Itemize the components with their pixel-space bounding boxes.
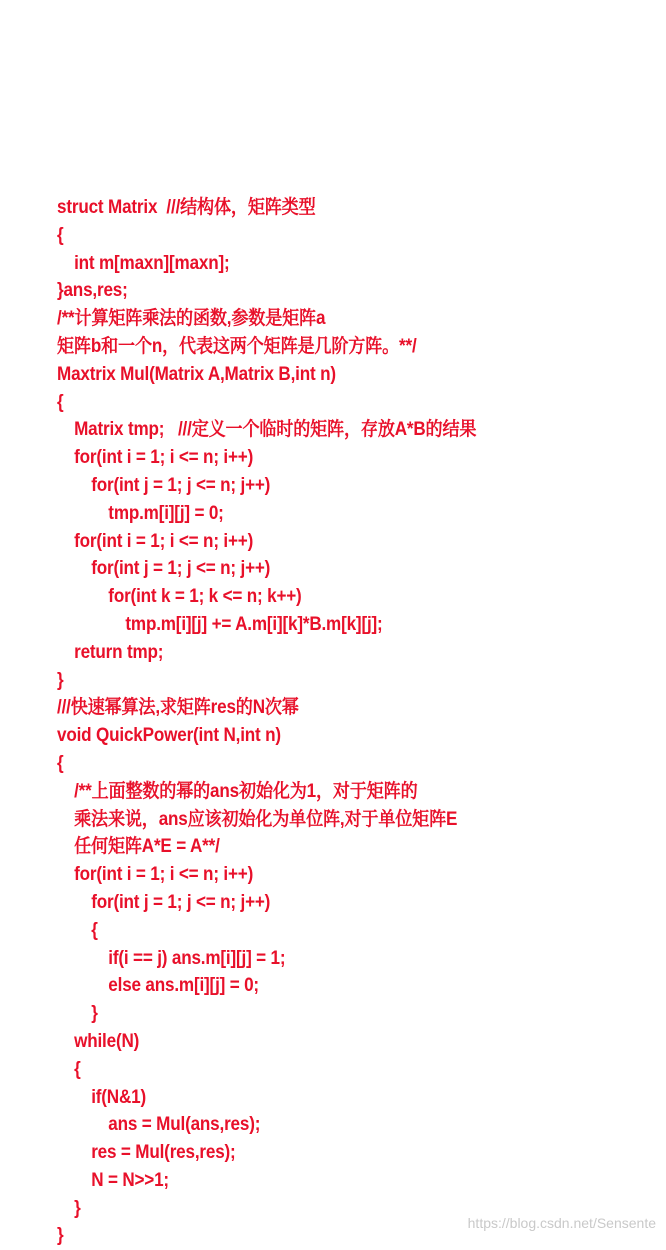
code-line: return tmp; [74,641,164,663]
code-line: { [91,919,98,941]
code-line: /**计算矩阵乘法的函数,参数是矩阵a [57,308,326,330]
code-line: struct Matrix ///结构体，矩阵类型 [57,197,316,218]
watermark: https://blog.csdn.net/Sensente [467,1215,656,1231]
code-line: { [57,224,64,246]
code-line: while(N) [74,1030,140,1052]
code-line: } [57,1225,64,1247]
code-line: for(int k = 1; k <= n; k++) [108,586,302,608]
code-line: if(N&1) [91,1086,146,1108]
code-line: tmp.m[i][j] += A.m[i][k]*B.m[k][j]; [125,613,383,635]
code-line: tmp.m[i][j] = 0; [108,502,224,524]
code-line: else ans.m[i][j] = 0; [108,975,259,997]
code-line: Matrix tmp; ///定义一个临时的矩阵，存放A*B的结果 [74,419,477,441]
code-line: int m[maxn][maxn]; [74,252,230,274]
code-line: for(int i = 1; i <= n; i++) [74,447,254,469]
code-line: }ans,res; [57,280,128,302]
code-line: void QuickPower(int N,int n) [57,725,281,747]
code-line: for(int j = 1; j <= n; j++) [91,558,271,580]
code-block [57,194,523,1250]
code-line: { [57,391,64,413]
code-line: } [57,669,64,691]
code-line: 任何矩阵A*E = A**/ [74,836,220,858]
code-line: } [74,1197,81,1219]
code-line: for(int i = 1; i <= n; i++) [74,530,254,552]
code-line: 矩阵b和一个n，代表这两个矩阵是几阶方阵。**/ [57,335,417,357]
code-line: ///快速幂算法,求矩阵res的N次幂 [57,697,299,719]
code-line: N = N>>1; [91,1169,169,1191]
code-line: { [74,1058,81,1080]
code-line: if(i == j) ans.m[i][j] = 1; [108,947,286,969]
code-line: for(int j = 1; j <= n; j++) [91,474,271,496]
code-line: Maxtrix Mul(Matrix A,Matrix B,int n) [57,363,336,385]
code-line: res = Mul(res,res); [91,1142,236,1164]
code-line: 乘法来说，ans应该初始化为单位阵,对于单位矩阵E [74,808,458,830]
code-line: { [57,752,64,774]
code-line: for(int j = 1; j <= n; j++) [91,891,271,913]
code-line: for(int i = 1; i <= n; i++) [74,864,254,886]
code-line: /**上面整数的幂的ans初始化为1，对于矩阵的 [74,780,418,802]
code-line: } [91,1003,98,1025]
code-line: ans = Mul(ans,res); [108,1114,261,1136]
